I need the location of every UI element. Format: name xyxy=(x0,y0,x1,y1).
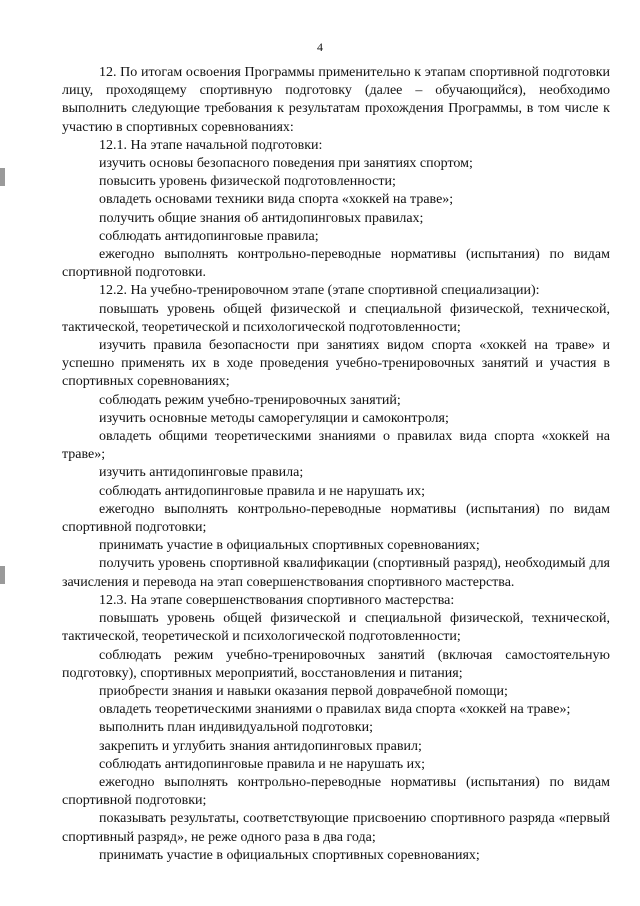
list-item: получить общие знания об антидопинговых правилах; xyxy=(99,210,424,226)
list-item: овладеть основами техники вида спорта «хоккей на траве»; xyxy=(99,192,454,208)
page-number: 4 xyxy=(317,40,323,54)
list-item: приобрести знания и навыки оказания первой доврачебной помощи; xyxy=(99,683,508,699)
subheading-12-1: 12.1. На этапе начальной подготовки: xyxy=(99,137,323,153)
list-item: принимать участие в официальных спортивных соревнованиях; xyxy=(99,847,480,863)
document-body xyxy=(62,64,610,865)
list-item: повышать уровень общей физической и специальной физической, технической, тактической, теоретической и психологической подготовленности; xyxy=(62,301,610,335)
list-item: ежегодно выполнять контрольно-переводные нормативы (испытания) по видам спортивной подготовки. xyxy=(62,247,610,281)
list-item: ежегодно выполнять контрольно-переводные нормативы (испытания) по видам спортивной подготовки; xyxy=(62,774,610,809)
list-item: ежегодно выполнять контрольно-переводные нормативы (испытания) по видам спортивной подготовки; xyxy=(62,501,610,536)
list-item: изучить правила безопасности при занятиях видом спорта «хоккей на траве» и успешно применять их в ходе проведения учебно-тренировочных занятий и участия в спортивных соревнованиях; xyxy=(62,338,610,390)
list-item: соблюдать антидопинговые правила и не нарушать их; xyxy=(99,483,425,499)
subheading-12-2: 12.2. На учебно-тренировочном этапе (этапе спортивной специализации): xyxy=(99,283,540,299)
list-item: показывать результаты, соответствующие присвоению спортивного разряда «первый спортивный разряд», не реже одного раза в два года; xyxy=(62,811,610,845)
list-item: изучить основные методы саморегуляции и самоконтроля; xyxy=(99,410,449,426)
list-item: соблюдать антидопинговые правила; xyxy=(99,228,319,244)
list-item: изучить основы безопасного поведения при занятиях спортом; xyxy=(99,156,473,172)
list-item: соблюдать антидопинговые правила и не нарушать их; xyxy=(99,756,425,772)
list-item: соблюдать режим учебно-тренировочных занятий; xyxy=(99,392,401,408)
list-item: выполнить план индивидуальной подготовки; xyxy=(99,720,373,736)
list-item: изучить антидопинговые правила; xyxy=(99,465,304,481)
list-item: соблюдать режим учебно-тренировочных занятий (включая самостоятельную подготовку), спортивных мероприятий, восстановления и питания; xyxy=(62,647,610,681)
scan-artifact xyxy=(0,168,5,186)
list-item: повышать уровень общей физической и специальной физической, технической, тактической, теоретической и психологической подготовленности; xyxy=(62,611,610,645)
list-item: овладеть теоретическими знаниями о правилах вида спорта «хоккей на траве»; xyxy=(99,702,571,718)
list-item: получить уровень спортивной квалификации (спортивный разряд), необходимый для зачисления и перевода на этап совершенствования спортивного мастерства. xyxy=(62,556,610,590)
subheading-12-3: 12.3. На этапе совершенствования спортивного мастерства: xyxy=(99,592,455,608)
scan-artifact xyxy=(0,566,5,584)
list-item: закрепить и углубить знания антидопинговых правил; xyxy=(99,738,422,754)
list-item: овладеть общими теоретическими знаниями о правилах вида спорта «хоккей на траве»; xyxy=(62,429,610,463)
paragraph-12: 12. По итогам освоения Программы применительно к этапам спортивной подготовки лицу, проходящему спортивную подготовку (далее – обучающийся), необходимо выполнить следующие требования к результатам прохождения Программы, в том числе к участию в спортивных соревнованиях: xyxy=(62,65,610,135)
list-item: повысить уровень физической подготовленности; xyxy=(99,174,396,190)
list-item: принимать участие в официальных спортивных соревнованиях; xyxy=(99,538,480,554)
